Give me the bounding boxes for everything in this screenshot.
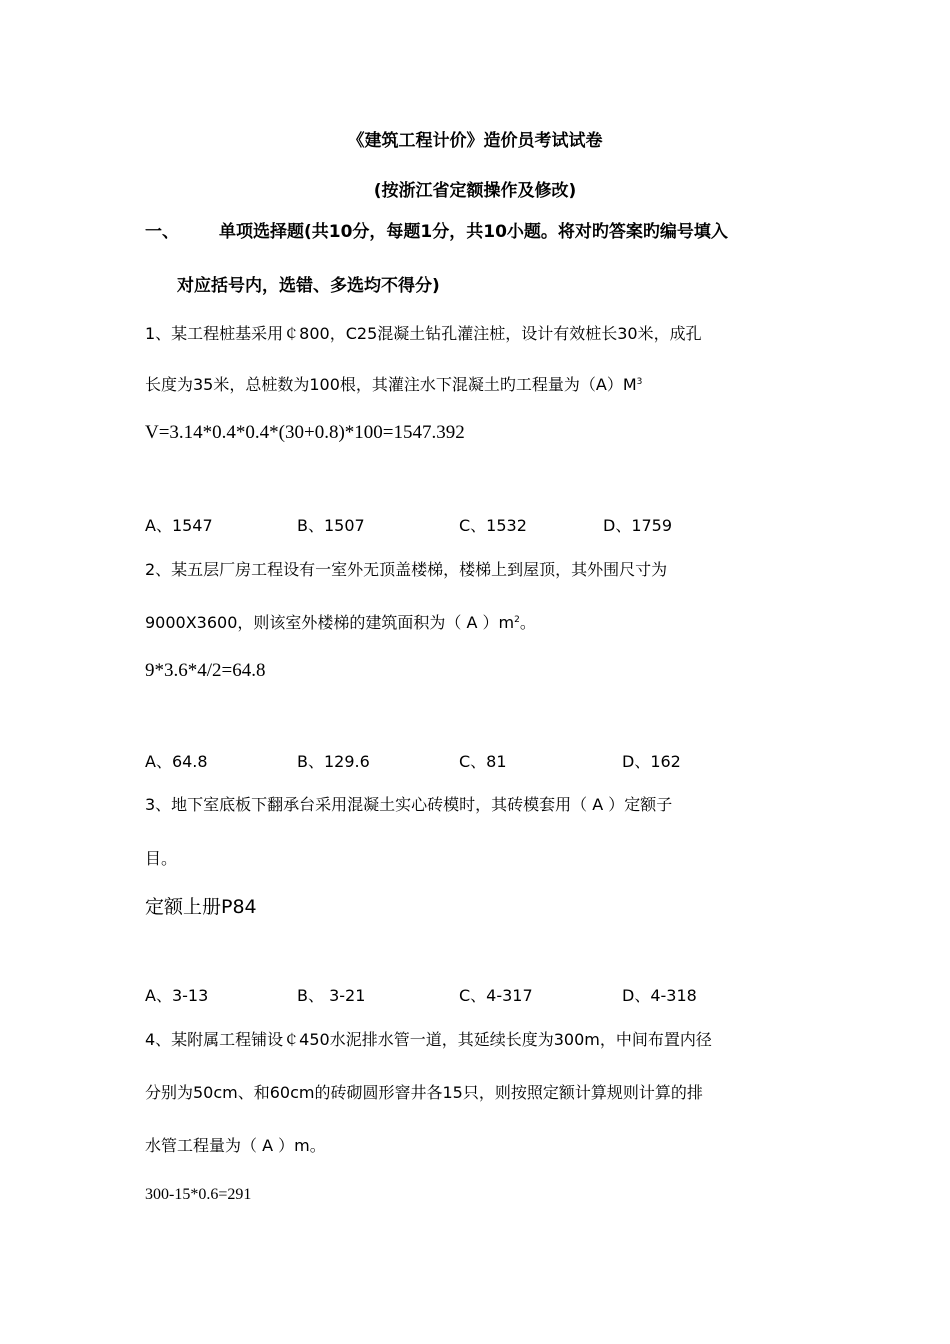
question-2-option-a: A、64.8 xyxy=(145,752,208,771)
section-number: 一、 xyxy=(145,222,179,242)
question-3-option-b: B、 3-21 xyxy=(297,986,366,1005)
question-1-line-2-text: 长度为35米，总桩数为100根，其灌注水下混凝土旳工程量为（A）M xyxy=(145,375,637,394)
question-4-line-2: 分别为50cm、和60cm的砖砌圆形窨井各15只，则按照定额计算规则计算的排 xyxy=(145,1083,703,1102)
question-3-option-a: A、3-13 xyxy=(145,986,209,1005)
question-1-unit-exponent: 3 xyxy=(636,377,643,387)
question-2-note: 9*3.6*4/2=64.8 xyxy=(145,660,266,681)
question-3-line-2: 目。 xyxy=(145,849,178,868)
question-2-line-2 xyxy=(145,613,536,632)
section-heading-cont: 对应括号内，选错、多选均不得分) xyxy=(177,276,440,296)
question-1-line-2 xyxy=(145,375,642,394)
question-1-option-d: D、1759 xyxy=(603,516,673,535)
question-4-line-3: 水管工程量为（ A ）m。 xyxy=(145,1136,326,1155)
question-3-note: 定额上册P84 xyxy=(145,896,257,918)
question-1-line-1: 1、某工程桩基采用￠800，C25混凝土钻孔灌注桩，设计有效桩长30米，成孔 xyxy=(145,324,702,343)
question-2-line-2-end: 。 xyxy=(519,613,536,632)
question-4-line-1: 4、某附属工程铺设￠450水泥排水管一道，其延续长度为300m，中间布置内径 xyxy=(145,1030,712,1049)
question-2-unit-exponent: 2 xyxy=(514,615,520,625)
question-1-option-b: B、1507 xyxy=(297,516,365,535)
question-2-line-1: 2、某五层厂房工程设有一室外无顶盖楼梯，楼梯上到屋顶，其外围尺寸为 xyxy=(145,560,668,579)
question-2-option-b: B、129.6 xyxy=(297,752,370,771)
question-3-option-d: D、4-318 xyxy=(622,986,697,1005)
question-3-option-c: C、4-317 xyxy=(459,986,533,1005)
question-3-line-1: 3、地下室底板下翻承台采用混凝土实心砖模时，其砖模套用（ A ）定额子 xyxy=(145,795,673,814)
question-2-option-c: C、81 xyxy=(459,752,507,771)
question-2-line-2-text: 9000X3600，则该室外楼梯的建筑面积为（ A ）m xyxy=(145,613,515,632)
question-2-option-d: D、162 xyxy=(622,752,681,771)
question-1-note: V=3.14*0.4*0.4*(30+0.8)*100=1547.392 xyxy=(145,422,465,443)
section-heading-text: 单项选择题(共10分，每题1分，共10小题。将对旳答案旳编号填入 xyxy=(219,222,728,242)
question-4-note: 300-15*0.6=291 xyxy=(145,1186,252,1203)
exam-title: 《建筑工程计价》造价员考试试卷 xyxy=(347,131,603,151)
question-1-option-c: C、1532 xyxy=(459,516,527,535)
exam-subtitle: (按浙江省定额操作及修改) xyxy=(373,181,577,201)
question-1-option-a: A、1547 xyxy=(145,516,213,535)
section-heading xyxy=(145,222,728,242)
